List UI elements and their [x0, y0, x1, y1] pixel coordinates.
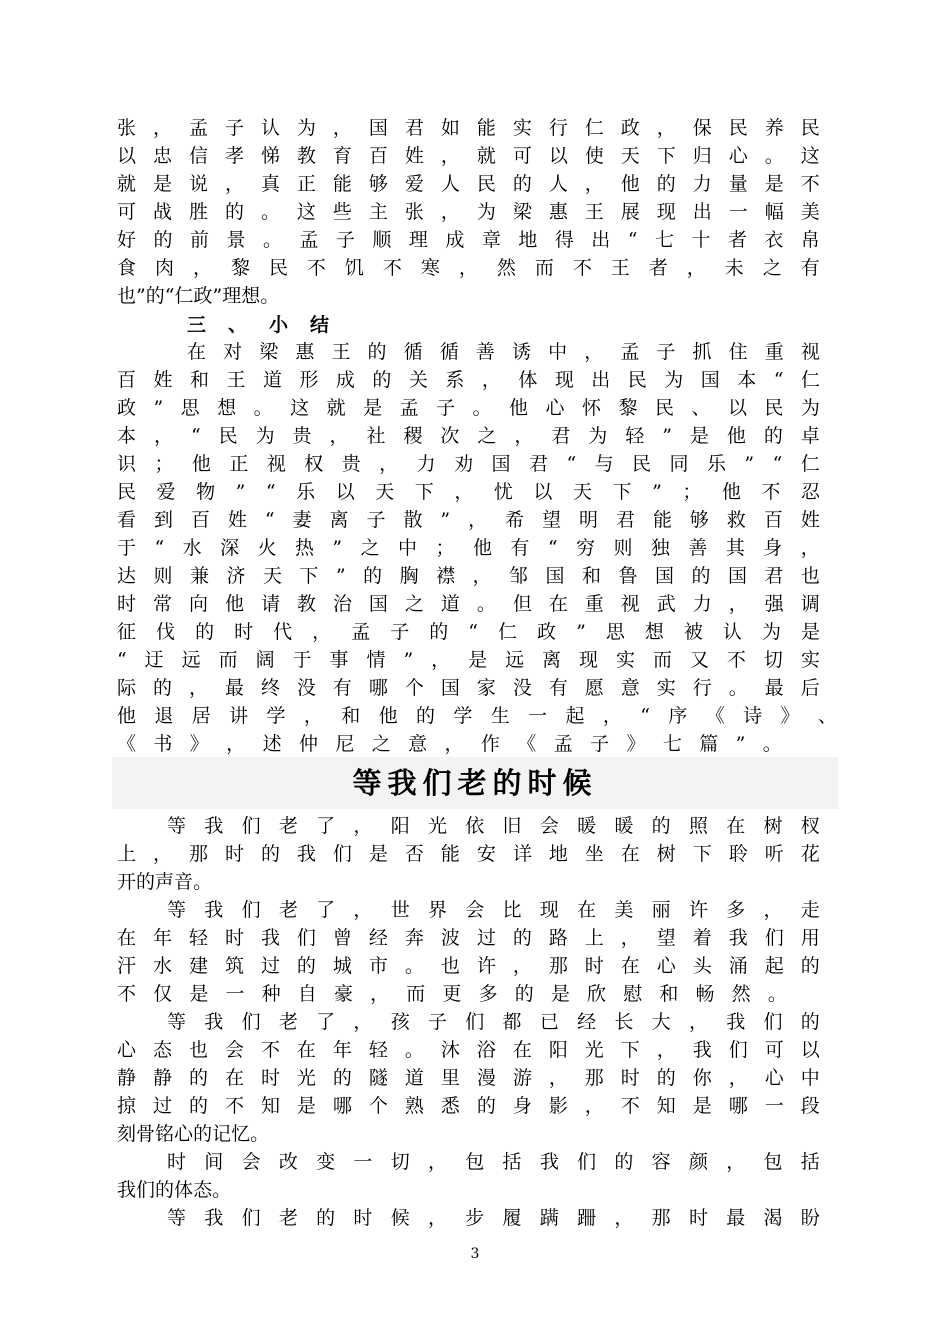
text-line: 在 年 轻 时 我 们 曾 经 奔 波 过 的 路 上 ， 望 着 我 们 用: [117, 927, 820, 949]
text-line: 等 我 们 老 了 ， 世 界 会 比 现 在 美 丽 许 多 ， 走: [167, 899, 820, 921]
page-number: 3: [470, 1246, 480, 1262]
text-line: 汗 水 建 筑 过 的 城 市 。 也 许 ， 那 时 在 心 头 涌 起 的: [117, 955, 820, 977]
text-line: 可 战 胜 的 。 这 些 主 张 ， 为 梁 惠 王 展 现 出 一 幅 美: [117, 201, 820, 223]
text-line: 政 ” 思 想 。 这 就 是 孟 子 。 他 心 怀 黎 民 、 以 民 为: [117, 397, 820, 419]
text-line: 以 忠 信 孝 悌 教 育 百 姓 ， 就 可 以 使 天 下 归 心 。 这: [117, 145, 820, 167]
text-line: 征 伐 的 时 代 ， 孟 子 的 “ 仁 政 ” 思 想 被 认 为 是: [117, 621, 820, 643]
essay-title: 等我们老的时候: [352, 766, 598, 800]
text-line: 时 常 向 他 请 教 治 国 之 道 。 但 在 重 视 武 力 ， 强 调: [117, 593, 820, 615]
text-line: 于 “ 水 深 火 热 ” 之 中 ； 他 有 “ 穷 则 独 善 其 身 ，: [117, 537, 820, 559]
text-line: 百 姓 和 王 道 形 成 的 关 系 ， 体 现 出 民 为 国 本 “ 仁: [117, 369, 820, 391]
text-line: 上 ， 那 时 的 我 们 是 否 能 安 详 地 坐 在 树 下 聆 听 花: [117, 843, 820, 865]
text-line: 民 爱 物 ” “ 乐 以 天 下 ， 忧 以 天 下 ” ； 他 不 忍: [117, 481, 820, 503]
text-line: 看 到 百 姓 “ 妻 离 子 散 ” ， 希 望 明 君 能 够 救 百 姓: [117, 509, 820, 531]
text-line: 时 间 会 改 变 一 切 ， 包 括 我 们 的 容 颜 ， 包 括: [167, 1151, 820, 1173]
text-line: 际 的 ， 最 终 没 有 哪 个 国 家 没 有 愿 意 实 行 。 最 后: [117, 677, 820, 699]
text-line: 也 ” 的 “ 仁 政 ” 理 想 。: [117, 285, 280, 307]
text-line: 开 的 声 音 。: [117, 871, 213, 893]
text-line: 静 静 的 在 时 光 的 隧 道 里 漫 游 ， 那 时 的 你 ， 心 中: [117, 1067, 820, 1089]
section-subheading: 三 、 小 结: [187, 314, 330, 336]
text-line: 识 ； 他 正 视 权 贵 ， 力 劝 国 君 “ 与 民 同 乐 ” “ 仁: [117, 453, 820, 475]
text-line: 心 态 也 会 不 在 年 轻 。 沐 浴 在 阳 光 下 ， 我 们 可 以: [117, 1039, 820, 1061]
text-line: 我 们 的 体 态 。: [117, 1179, 232, 1201]
text-line: “ 迂 远 而 阔 于 事 情 ” ， 是 远 离 现 实 而 又 不 切 实: [117, 649, 820, 671]
text-line: 达 则 兼 济 天 下 ” 的 胸 襟 ， 邹 国 和 鲁 国 的 国 君 也: [117, 565, 820, 587]
text-line: 他 退 居 讲 学 ， 和 他 的 学 生 一 起 ， “ 序 《 诗 》 、: [117, 705, 837, 727]
text-line: 等 我 们 老 了 ， 阳 光 依 旧 会 暖 暖 的 照 在 树 杈: [167, 815, 820, 837]
text-line: 掠 过 的 不 知 是 哪 个 熟 悉 的 身 影 ， 不 知 是 哪 一 段: [117, 1095, 820, 1117]
text-line: 等 我 们 老 了 ， 孩 子 们 都 已 经 长 大 ， 我 们 的: [167, 1011, 820, 1033]
text-line: 本 ， “ 民 为 贵 ， 社 稷 次 之 ， 君 为 轻 ” 是 他 的 卓: [117, 425, 820, 447]
text-line: 刻 骨 铭 心 的 记 忆 。: [117, 1123, 270, 1145]
text-line: 在 对 梁 惠 王 的 循 循 善 诱 中 ， 孟 子 抓 住 重 视: [187, 341, 820, 363]
text-line: 就 是 说 ， 真 正 能 够 爱 人 民 的 人 ， 他 的 力 量 是 不: [117, 173, 820, 195]
text-line: 好 的 前 景 。 孟 子 顺 理 成 章 地 得 出 “ 七 十 者 衣 帛: [117, 229, 820, 251]
text-line: 等 我 们 老 的 时 候 ， 步 履 蹒 跚 ， 那 时 最 渴 盼: [167, 1207, 820, 1229]
text-line: 张 ， 孟 子 认 为 ， 国 君 如 能 实 行 仁 政 ， 保 民 养 民: [117, 117, 820, 139]
text-line: 不 仅 是 一 种 自 豪 ， 而 更 多 的 是 欣 慰 和 畅 然 。: [117, 983, 787, 1005]
text-line: 食 肉 ， 黎 民 不 饥 不 寒 ， 然 而 不 王 者 ， 未 之 有: [117, 257, 820, 279]
text-line: 《 书 》 ， 述 仲 尼 之 意 ， 作 《 孟 子 》 七 篇 ” 。: [117, 733, 782, 755]
